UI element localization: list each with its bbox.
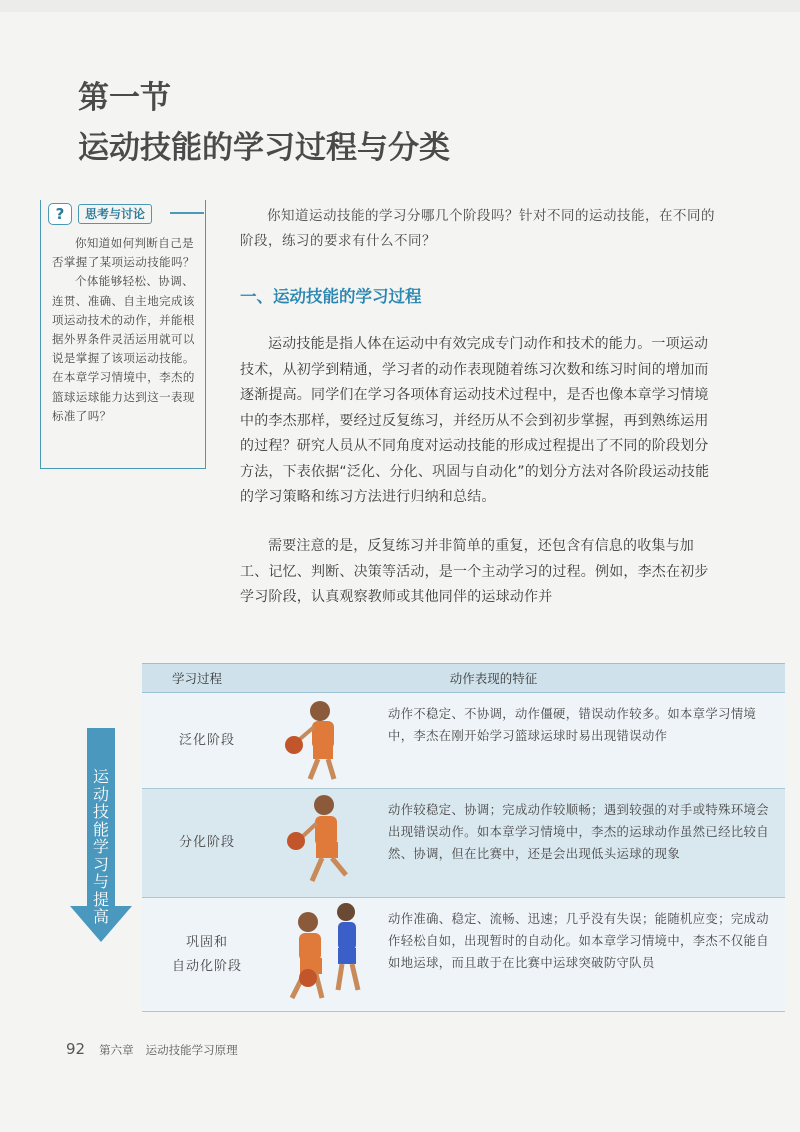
stage-description: 动作准确、稳定、流畅、迅速；几乎没有失误；能随机应变；完成动作轻松自如，出现暂时的自动化。如本章学习情境中，李杰不仅能自如地运球，而且敢于在比赛中运球突破防守队员 (388, 912, 769, 970)
sidebar-text (52, 234, 200, 426)
section-heading: 运动技能的学习过程与分类 (78, 129, 450, 166)
table-row (142, 898, 785, 1012)
table-header (142, 663, 785, 693)
sidebar-header (48, 203, 152, 225)
basketball-players-figure (272, 898, 382, 1011)
sidebar-question: 你知道如何判断自己是否掌握了某项运动技能吗？ (52, 236, 195, 270)
section-number: 第一节 (78, 80, 171, 116)
learning-stage-table (142, 663, 785, 1012)
stage-description: 动作不稳定、不协调，动作僵硬，错误动作较多。如本章学习情境中，李杰在刚开始学习篮球运球时易出现错误动作 (388, 707, 757, 743)
stage-label: 分化阶段 (178, 835, 235, 850)
chapter-title: 运动技能学习原理 (145, 1043, 238, 1057)
subheading: 一、运动技能的学习过程 (240, 287, 422, 306)
question-icon: ? (48, 203, 72, 225)
sidebar-title: 思考与讨论 (78, 204, 152, 224)
body-paragraph: 运动技能是指人体在运动中有效完成专门动作和技术的能力。一项运动技术，从初学到精通，学习者的动作表现随着练习次数和练习时间的增加而逐渐提高。同学们在学习各项体育运动技术过程中，是否也像本章学习情境中的李杰那样，要经过反复练习，并经历从不会到初步掌握，再到熟练运用的过程？研究人员从不同角度对运动技能的形成过程提出了不同的阶段划分方法，下表依据“泛化、分化、巩固与自动化”的划分方法对各阶段运动技能的学习策略和练习方法进行归纳和总结。 (240, 336, 710, 505)
sidebar-top-border (170, 212, 204, 214)
page-footer (66, 1040, 238, 1058)
basketball-player-figure (272, 789, 382, 897)
arrow-label: 运动技能学习与提高 (92, 767, 109, 926)
table-row (142, 693, 785, 789)
chapter-label: 第六章 (99, 1043, 134, 1057)
page-number: 92 (66, 1040, 86, 1058)
table-row (142, 789, 785, 898)
header-feature: 动作表现的特征 (449, 671, 538, 686)
page-edge (0, 0, 800, 12)
intro-question: 你知道运动技能的学习分哪几个阶段吗？针对不同的运动技能，在不同的阶段，练习的要求有什么不同？ (240, 208, 715, 249)
basketball-player-figure (272, 693, 382, 788)
stage-label: 泛化阶段 (178, 732, 235, 748)
sidebar-answer: 个体能够轻松、协调、连贯、准确、自主地完成该项运动技术的动作，并能根据外界条件灵活运用就可以说是掌握了该项运动技能。在本章学习情境中，李杰的篮球运球能力达到这一表现标准了吗？ (52, 274, 195, 423)
header-stage: 学习过程 (172, 671, 223, 686)
body-paragraph: 需要注意的是，反复练习并非简单的重复，还包含有信息的收集与加工、记忆、判断、决策等活动，是一个主动学习的过程。例如，李杰在初步学习阶段，认真观察教师或其他同伴的运球动作并 (240, 538, 709, 605)
stage-label-line: 自动化阶段 (171, 958, 242, 974)
stage-description: 动作较稳定、协调；完成动作较顺畅；遇到较强的对手或特殊环境会出现错误动作。如本章学习情境中，李杰的运球动作虽然已经比较自然、协调，但在比赛中，还是会出现低头运球的现象 (388, 803, 769, 861)
stage-label (142, 898, 272, 1011)
stage-label-line: 巩固和 (185, 934, 228, 950)
section-title (78, 74, 450, 173)
